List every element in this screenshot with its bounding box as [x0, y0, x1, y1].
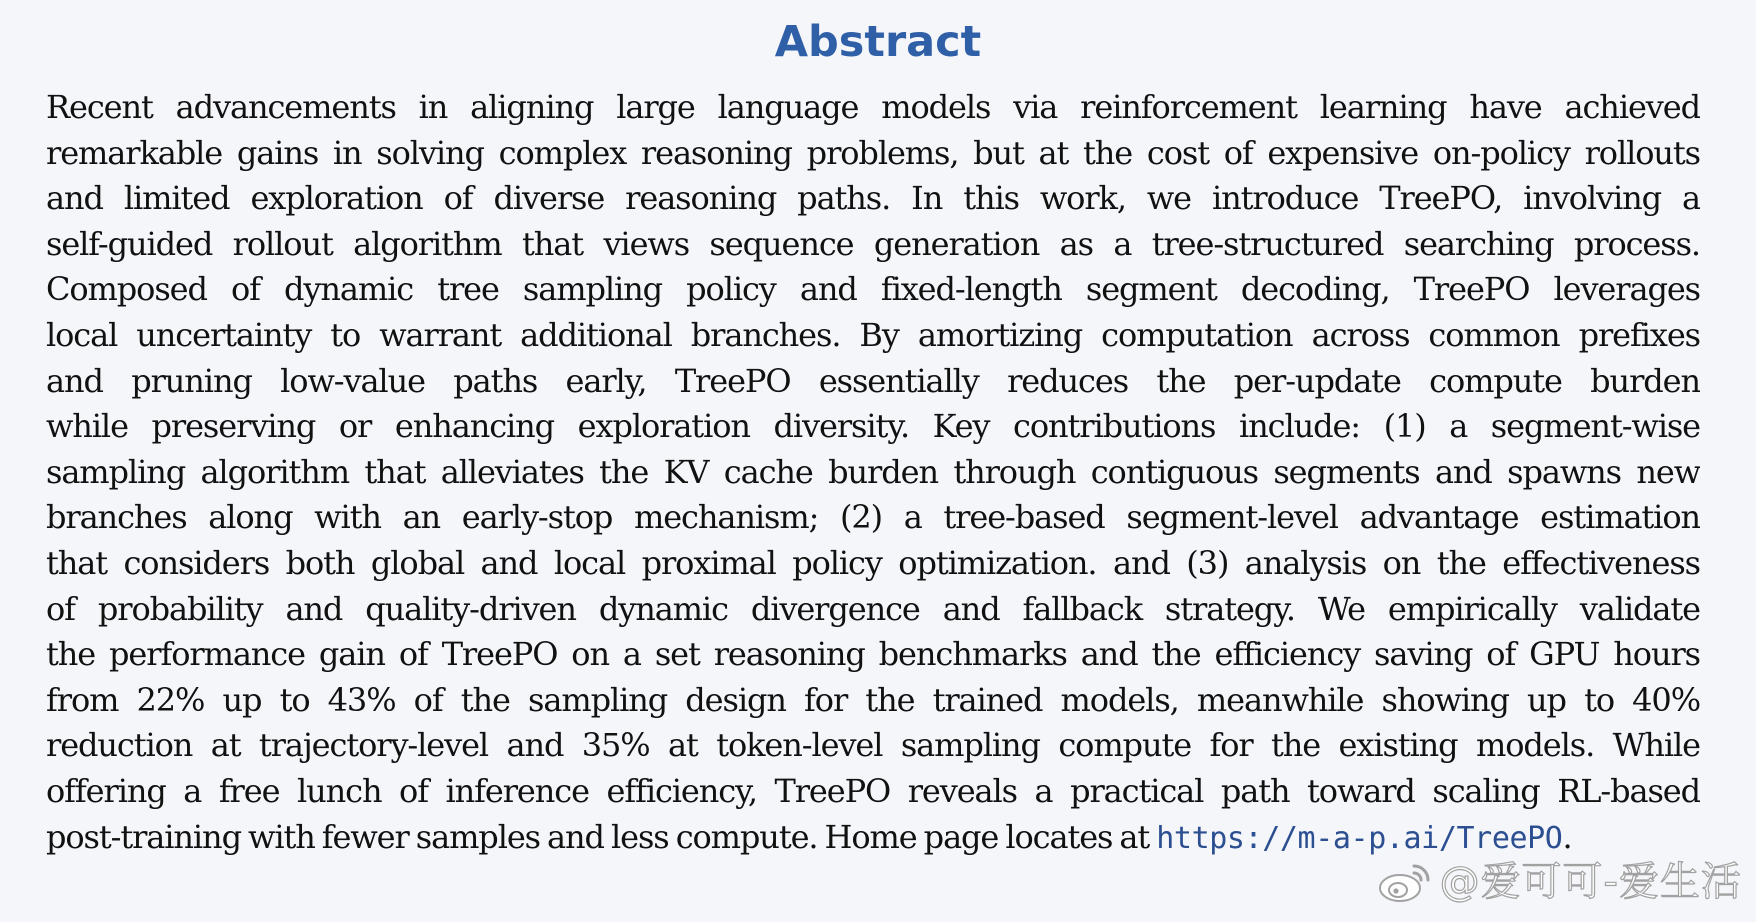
watermark: [1376, 856, 1742, 908]
abstract-line: self-guided rollout algorithm that views sequence generation as a tree-structured searching process.: [46, 224, 1700, 263]
last-line-text: post-training with fewer samples and less compute. Home page locates at: [46, 817, 1157, 856]
abstract-last-line: [46, 815, 1700, 861]
abstract-line: remarkable gains in solving complex reasoning problems, but at the cost of expensive on-policy rollouts: [46, 133, 1700, 172]
abstract-line: that considers both global and local proximal policy optimization. and (3) analysis on the effectiveness: [46, 543, 1700, 582]
abstract-line: while preserving or enhancing exploration diversity. Key contributions include: (1) a segment-wise: [46, 407, 1700, 446]
abstract-line: the performance gain of TreePO on a set reasoning benchmarks and the efficiency saving of GPU hours: [46, 635, 1700, 674]
abstract-line: of probability and quality-driven dynamic divergence and fallback strategy. We empirically validate: [46, 589, 1700, 628]
abstract-line: and pruning low-value paths early, TreePO essentially reduces the per-update compute burden: [46, 361, 1700, 400]
weibo-icon: [1376, 860, 1434, 904]
abstract-body: [46, 85, 1700, 860]
abstract-line: and limited exploration of diverse reasoning paths. In this work, we introduce TreePO, involving a: [46, 179, 1700, 218]
homepage-link[interactable]: https://m-a-p.ai/TreePO: [1156, 820, 1563, 856]
abstract-line: branches along with an early-stop mechanism; (2) a tree-based segment-level advantage estimation: [46, 498, 1700, 537]
abstract-line: from 22% up to 43% of the sampling design for the trained models, meanwhile showing up to 40%: [46, 680, 1700, 719]
abstract-line: offering a free lunch of inference efficiency, TreePO reveals a practical path toward scaling RL-based: [46, 771, 1700, 810]
abstract-line: sampling algorithm that alleviates the KV cache burden through contiguous segments and spawns new: [46, 452, 1700, 491]
abstract-line: local uncertainty to warrant additional branches. By amortizing computation across common prefixes: [46, 315, 1700, 354]
last-line-period: .: [1562, 817, 1572, 856]
watermark-text: @爱可可-爱生活: [1439, 859, 1742, 905]
abstract-line: reduction at trajectory-level and 35% at token-level sampling compute for the existing models. While: [46, 726, 1700, 765]
abstract-line: Recent advancements in aligning large language models via reinforcement learning have achieved: [46, 88, 1700, 126]
abstract-title: Abstract: [774, 17, 982, 67]
abstract-line: Composed of dynamic tree sampling policy and fixed-length segment decoding, TreePO leverages: [46, 270, 1700, 309]
